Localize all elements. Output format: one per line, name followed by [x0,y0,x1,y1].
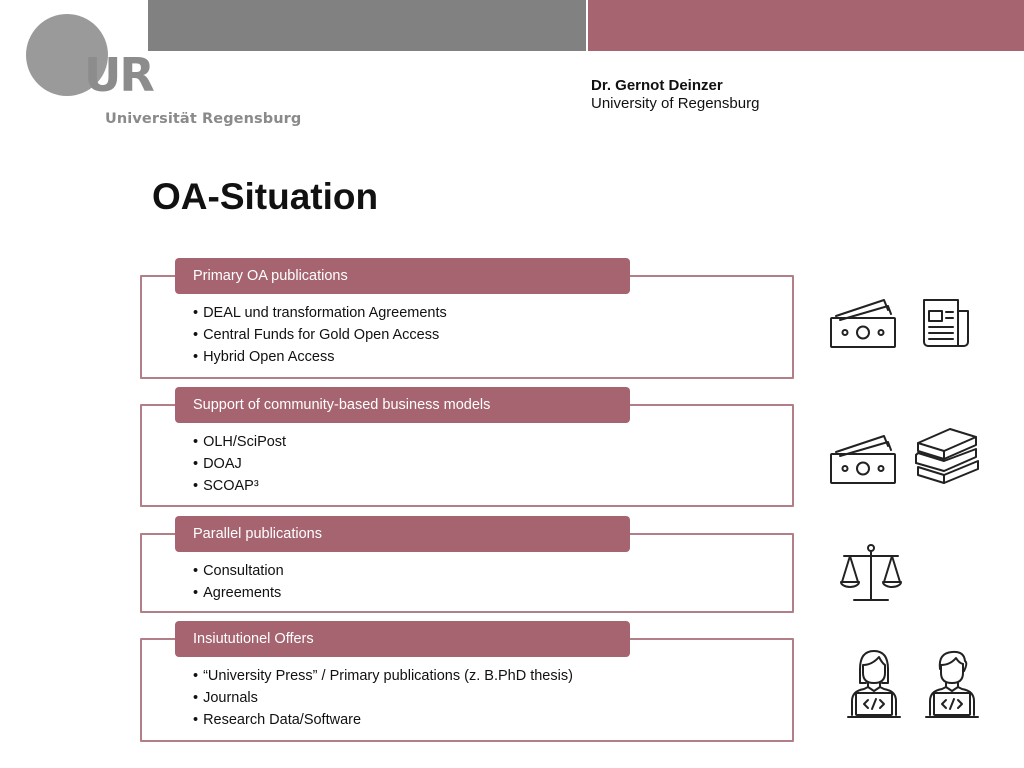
slide-title: OA-Situation [152,176,379,217]
section-heading-primary-oa: Primary OA publications [175,258,630,294]
section-list-community [193,431,286,497]
list-item: • Agreements [193,582,284,604]
logo-initials: UR [84,48,153,102]
developer-male-icon [924,649,980,719]
developer-female-icon [846,649,902,719]
money-icon [828,434,898,486]
list-item: • Research Data/Software [193,709,573,731]
books-icon [910,425,982,489]
section-list-primary-oa [193,302,447,368]
author-affiliation: University of Regensburg [591,95,760,112]
author-name: Dr. Gernot Deinzer [591,77,723,94]
newspaper-icon [920,297,972,351]
list-item: • DEAL und transformation Agreements [193,302,447,324]
section-heading-community: Support of community-based business models [175,387,630,423]
list-item: • Journals [193,687,573,709]
list-item: • Hybrid Open Access [193,346,447,368]
money-icon [828,298,898,350]
list-item: • Consultation [193,560,284,582]
list-item: • DOAJ [193,453,286,475]
university-name: Universität Regensburg [105,111,302,127]
scales-icon [838,542,904,606]
author-block [591,77,759,113]
list-item: • “University Press” / Primary publications (z. B.PhD thesis) [193,665,573,687]
list-item: • OLH/SciPost [193,431,286,453]
list-item: • Central Funds for Gold Open Access [193,324,447,346]
section-heading-parallel: Parallel publications [175,516,630,552]
section-heading-institutional: Insiututionel Offers [175,621,630,657]
header-band-rose [588,0,1024,51]
section-list-institutional [193,665,573,731]
list-item: • SCOAP³ [193,475,286,497]
section-list-parallel [193,560,284,604]
